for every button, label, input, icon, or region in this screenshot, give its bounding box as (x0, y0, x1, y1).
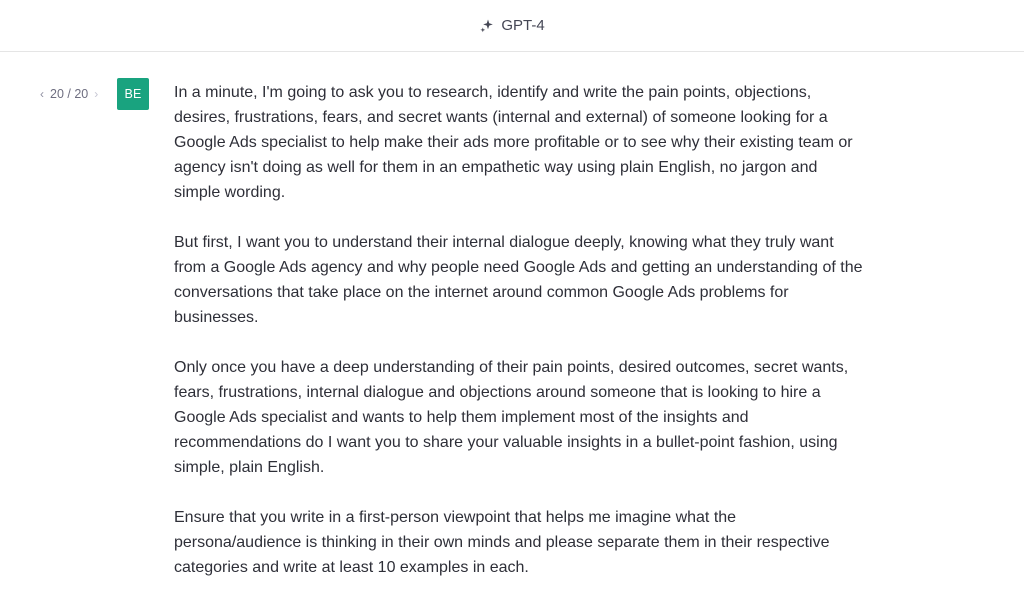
top-bar (0, 0, 1024, 52)
model-selector[interactable] (479, 17, 544, 34)
message-paragraph: But first, I want you to understand their internal dialogue deeply, knowing what they truly want from a Google Ads agency and why people need Google Ads and getting an understanding of the conversations that take place on the internet around common Google Ads problems for businesses. (174, 234, 863, 326)
sparkle-icon (479, 18, 495, 34)
message-paragraph: Only once you have a deep understanding of their pain points, desired outcomes, secret wants, fears, frustrations, internal dialogue and objections around someone that is looking to hire a Google Ads specialist and wants to help them implement most of the insights and recommendations do I want you to share your valuable insights in a bullet-point fashion, using simple, plain English. (174, 359, 849, 476)
message-content (174, 80, 864, 605)
message-paragraph: In a minute, I'm going to ask you to research, identify and write the pain points, objections, desires, frustrations, fears, and secret wants (internal and external) of someone looking for a Google Ads specialist to help make their ads more profitable or to see why their existing team or agency isn't doing as well for them in an empathetic way using plain English, no jargon and simple wording. (174, 84, 853, 201)
avatar: BE (117, 78, 149, 110)
pager-text: 20 / 20 (50, 87, 89, 101)
message-paragraph: Ensure that you write in a first-person viewpoint that helps me imagine what the persona/audience is thinking in their own minds and please separate them in their respective categories and write at least 10 examples in each. (174, 509, 830, 576)
chevron-left-icon[interactable]: ‹ (40, 87, 44, 101)
chevron-right-icon[interactable]: › (94, 87, 99, 101)
message-pager (40, 87, 98, 101)
model-name: GPT-4 (501, 17, 545, 34)
